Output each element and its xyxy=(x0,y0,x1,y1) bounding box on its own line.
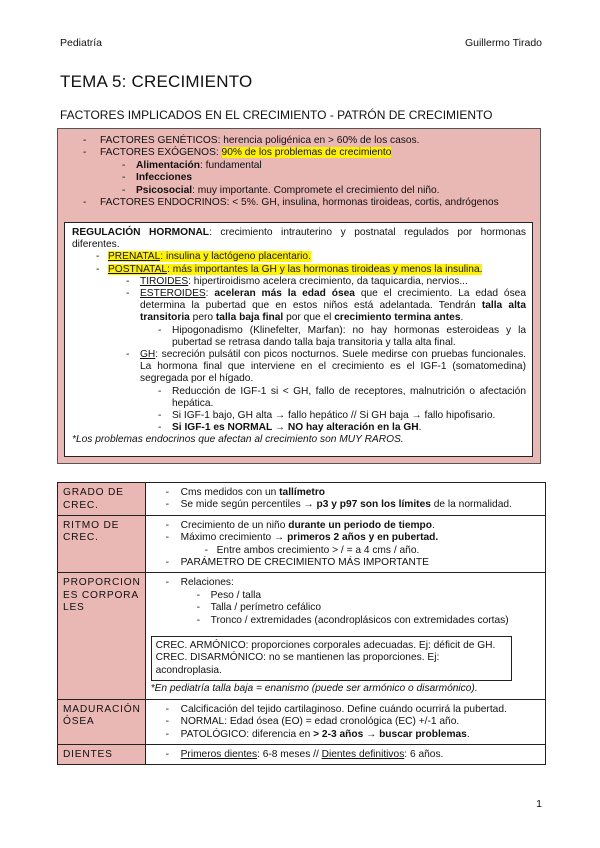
page-title: TEMA 5: CRECIMIENTO xyxy=(60,72,253,91)
table-row xyxy=(58,573,546,699)
armonico-definition: CREC. ARMÓNICO: proporciones corporales adecuadas. Ej: déficit de GH. xyxy=(155,640,496,652)
list-item: - Peso / talla xyxy=(146,590,541,602)
list-item: - TIROIDES: hipertiroidismo acelera crecimiento, da taquicardia, nervios... xyxy=(72,276,526,288)
list-item: - Alimentación: fundamental xyxy=(58,160,540,172)
list-item: - Talla / perímetro cefálico xyxy=(146,602,541,614)
section-subtitle: FACTORES IMPLICADOS EN EL CRECIMIENTO - PATRÓN DE CRECIMIENTO xyxy=(60,108,493,122)
list-item: - PRENATAL: insulina y lactógeno placentario. xyxy=(72,251,526,263)
list-item: - FACTORES GENÉTICOS: herencia poligénica en > 60% de los casos. xyxy=(58,135,540,147)
list-item: - Hipogonadismo (Klinefelter, Marfan): no hay hormonas esteroideas y la pubertad se retrasa dando talla baja transitoria y talla alta final. xyxy=(72,325,526,349)
list-item: - POSTNATAL: más importantes la GH y las hormonas tiroideas y menos la insulina. xyxy=(72,264,526,276)
list-item: - Primeros dientes: 6-8 meses // Dientes definitivos: 6 años. xyxy=(146,749,541,761)
table-row xyxy=(58,699,546,744)
row-label-ritmo: RITMO DE CREC. xyxy=(58,515,146,573)
row-label-grado: GRADO DE CREC. xyxy=(58,483,146,516)
page-number: 1 xyxy=(536,798,542,810)
table-row xyxy=(58,483,546,516)
list-item: - NORMAL: Edad ósea (EO) = edad cronológica (EC) +/-1 año. xyxy=(146,716,541,728)
list-item: - Se mide según percentiles → p3 y p97 son los límites de la normalidad. xyxy=(146,499,541,511)
header-author: Guillermo Tirado xyxy=(464,37,542,49)
factors-box xyxy=(57,128,541,464)
list-item: - Calcificación del tejido cartilaginoso. Define cuándo ocurrirá la pubertad. xyxy=(146,704,541,716)
row-label-dientes: DIENTES xyxy=(58,744,146,764)
endocrine-note: *Los problemas endocrinos que afectan al crecimiento son MUY RAROS. xyxy=(72,434,404,446)
list-item: - FACTORES ENDOCRINOS: < 5%. GH, insulina, hormonas tiroideas, cortis, andrógenos xyxy=(58,197,540,209)
list-item: - Psicosocial: muy importante. Compromete el crecimiento del niño. xyxy=(58,185,540,197)
list-item: - Reducción de IGF-1 si < GH, fallo de receptores, malnutrición o afectación hepática. xyxy=(72,386,526,410)
list-item: - FACTORES EXÓGENOS: 90% de los problemas de crecimiento xyxy=(58,147,540,159)
list-item: - Crecimiento de un niño durante un periodo de tiempo. xyxy=(146,520,541,532)
factors-list xyxy=(58,129,540,209)
row-content xyxy=(145,699,545,744)
row-label-maduracion: MADURACIÓN ÓSEA xyxy=(58,699,146,744)
table-row xyxy=(58,515,546,573)
list-item: - Si IGF-1 bajo, GH alta → fallo hepático // Si GH baja → fallo hipofisario. xyxy=(72,410,526,422)
row-label-proporciones: PROPORCIONES CORPORALES xyxy=(58,573,146,699)
disarmonico-definition: CREC. DISARMÓNICO: no se mantienen las proporciones. Ej: acondroplasia. xyxy=(155,652,440,676)
row-content xyxy=(145,744,545,764)
row-content xyxy=(145,573,545,699)
growth-parameters-table xyxy=(57,482,546,765)
list-item: - GH: secreción pulsátil con picos nocturnos. Suele medirse con pruebas funcionales. La hormona final que interviene en el crecimiento es el IGF-1 (somatomedina) segregada por el hígado. xyxy=(72,349,526,386)
row-content xyxy=(145,515,545,573)
hormonal-regulation-box xyxy=(64,222,533,457)
list-item: - PARÁMETRO DE CRECIMIENTO MÁS IMPORTANTE xyxy=(146,557,541,569)
list-item: - Infecciones xyxy=(58,172,540,184)
row-content xyxy=(145,483,545,516)
header-subject: Pediatría xyxy=(60,37,103,49)
list-item: - Cms medidos con un tallímetro xyxy=(146,487,541,499)
list-item: - Relaciones: xyxy=(146,577,541,589)
list-item: - ESTEROIDES: aceleran más la edad ósea que el crecimiento. La edad ósea determina la pubertad que en estos niños está adelantada. Tendrán talla alta transitoria pero talla baja final por que el crecimiento termina antes. xyxy=(72,288,526,325)
growth-type-box xyxy=(151,636,512,681)
list-item: - Entre ambos crecimiento > / = a 4 cms / año. xyxy=(146,545,541,557)
proportions-note: *En pediatría talla baja = enanismo (puede ser armónico o disarmónico). xyxy=(150,683,478,695)
highlight: 90% de los problemas de crecimiento xyxy=(221,147,392,159)
list-item: - Tronco / extremidades (acondroplásicos con extremidades cortas) xyxy=(146,615,541,627)
regulation-intro: REGULACIÓN HORMONAL: crecimiento intrauterino y postnatal regulados por hormonas diferentes. xyxy=(72,227,526,251)
list-item: - PATOLÓGICO: diferencia en > 2-3 años → buscar problemas. xyxy=(146,729,541,741)
list-item: - Si IGF-1 es NORMAL → NO hay alteración en la GH. xyxy=(72,422,526,434)
table-row xyxy=(58,744,546,764)
list-item: - Máximo crecimiento → primeros 2 años y en pubertad. xyxy=(146,532,541,544)
